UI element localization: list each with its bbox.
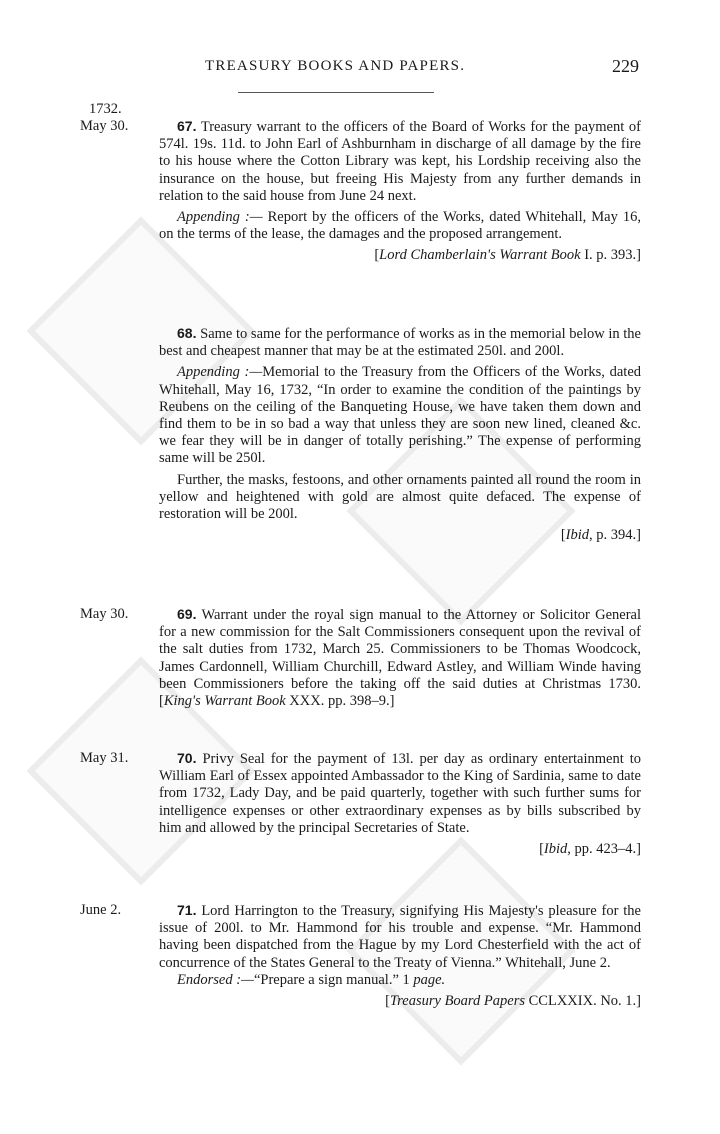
entry-number: 69. — [177, 606, 197, 622]
entry-citation — [159, 247, 641, 264]
entry-date — [80, 750, 150, 767]
entry-text-content: Lord Harrington to the Treasury, signifying His Majesty's pleasure for the issue of 200l. to Mr. Hammond for his trouble and expense. “Mr. Hammond having been dispatched from the Hague by my Lord Chesterfield with the act of concurrence of the States General to the Treaty of Vienna.” Whitehall, June 2. — [159, 903, 641, 971]
appending-label: Appending :— — [177, 364, 263, 381]
entry-number: 67. — [177, 118, 197, 134]
entry-year: 1732. — [89, 101, 122, 117]
entry-body — [159, 750, 641, 858]
citation-rest: I. p. 393.] — [584, 247, 641, 264]
entry-number: 71. — [177, 902, 197, 918]
endorsed-label: Endorsed :— — [177, 971, 254, 988]
citation-title: Ibid — [543, 841, 568, 858]
citation-rest: XXX. pp. 398–9.] — [289, 693, 395, 710]
citation-open: [ — [159, 693, 164, 710]
citation-title: Lord Chamberlain's Warrant Book — [379, 247, 581, 264]
entry-date-text: May 30. — [80, 606, 129, 622]
entry-date — [80, 902, 150, 919]
entry-body — [159, 902, 641, 1010]
appending-label: Appending :— — [177, 209, 263, 226]
entry-date-text: May 31. — [80, 750, 129, 766]
entry-number: 68. — [177, 325, 197, 341]
entry-text-content: Warrant under the royal sign manual to the Attorney or Solicitor General for a new commission for the Salt Commissioners consequent upon the revival of the salt duties from 1732, March 25. Commissioners to be Thomas Woodcock, James Cardonnell, William Churchill, Edward Astley, and William Winde having been Commissioners before the taking off the said duties at Christmas 1730. — [159, 607, 641, 692]
entry-endorsed — [159, 972, 641, 989]
citation-rest: , pp. 423–4.] — [567, 841, 641, 858]
running-title: TREASURY BOOKS AND PAPERS. — [205, 58, 466, 74]
entry-citation — [159, 527, 641, 544]
entry-date — [80, 606, 150, 623]
citation-rest: CCLXXIX. No. 1.] — [528, 993, 641, 1010]
entry-date-text: May 30. — [80, 118, 129, 134]
citation-title: Ibid — [565, 527, 590, 544]
entry-number: 70. — [177, 750, 197, 766]
entry-appending — [159, 209, 641, 243]
entry-text-content: Privy Seal for the payment of 13l. per day as ordinary entertainment to William Earl of Essex appointed Ambassador to the King of Sardinia, same to date from 1732, Lady Day, and be paid quarterly, together with such further sums for intelligence expenses or other extraordinary expenses as by bills subscribed by him and allowed by the principal Secretaries of State. — [159, 751, 642, 836]
entry-date-text: June 2. — [80, 902, 122, 918]
page-number: 229 — [612, 56, 639, 76]
entry-text — [159, 606, 641, 710]
entry-text-content: Treasury warrant to the officers of the Board of Works for the payment of 574l. 19s. 11d. to John Earl of Ashburnham in discharge of all damage by the fire to his house where the Cotton Library was kept, his Lordship receiving also the insurance on the house, but freeing His Majesty from any further demands in relation to the said house from June 24 next. — [159, 119, 641, 204]
entry-text-content: Same to same for the performance of works as in the memorial below in the best and cheapest manner that may be at the estimated 250l. and 200l. — [159, 326, 641, 360]
entry-further — [159, 472, 641, 524]
further-text: Further, the masks, festoons, and other ornaments painted all round the room in yellow and heightened with gold are almost quite defaced. The expense of restoration will be 200l. — [159, 471, 641, 523]
appending-text: Memorial to the Treasury from the Officers of the Works, dated Whitehall, May 16, 1732, “In order to examine the condition of the paintings by Reubens on the ceiling of the Banqueting House, we have taken them down and find them to be in so bad a way that unless they are soon new lined, cleaned &c. we fear they will be in danger of totally perishing.” The expense of performing same will be 250l. — [159, 364, 642, 467]
citation-rest: , p. 394.] — [589, 527, 641, 544]
running-head — [0, 58, 720, 80]
citation-open: [ — [374, 247, 380, 264]
entry-appending — [159, 364, 641, 467]
appending-text: Report by the officers of the Works, dated Whitehall, May 16, on the terms of the lease, the damages and the proposed arrangement. — [159, 209, 642, 243]
citation-open: [ — [539, 841, 544, 858]
entry-body — [159, 118, 641, 265]
header-rule — [238, 92, 434, 93]
citation-open: [ — [560, 527, 566, 544]
endorsed-page: page. — [413, 971, 446, 988]
entry-body — [159, 325, 641, 544]
citation-title: King's Warrant Book — [163, 693, 286, 710]
entry-text — [159, 325, 641, 360]
citation-title: Treasury Board Papers — [389, 993, 525, 1010]
entry-text — [159, 902, 641, 972]
entry-text — [159, 118, 641, 205]
endorsed-text: “Prepare a sign manual.” 1 — [253, 971, 410, 988]
entry-body — [159, 606, 641, 710]
entry-text — [159, 750, 641, 837]
entry-citation — [159, 841, 641, 858]
entry-citation — [159, 993, 641, 1010]
entry-date — [80, 101, 150, 135]
citation-open: [ — [385, 993, 390, 1010]
